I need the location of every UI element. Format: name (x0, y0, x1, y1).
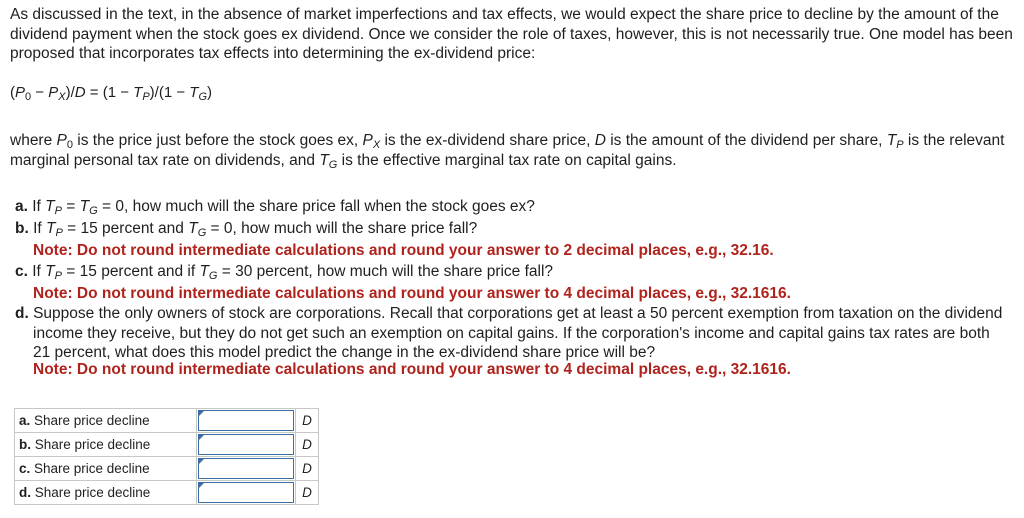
input-marker-icon (198, 482, 205, 489)
question-d-note: Note: Do not round intermediate calculations and round your answer to 4 decimal places, e.g., 32.1616. (33, 361, 791, 378)
formula: $(P_0 - P_X)/D = (1 - T_P)/(1 - T_G)$ (10, 84, 213, 103)
answer-label-b: b. Share price decline (15, 433, 197, 457)
answer-input-a[interactable] (197, 409, 296, 433)
question-a: a. If $T_P = T_G = 0$, how much will the share price fall when the stock goes ex? (15, 198, 535, 217)
answer-row-a (15, 409, 319, 433)
answer-unit-d: D (296, 481, 319, 505)
input-marker-icon (198, 410, 205, 417)
answer-row-b (15, 433, 319, 457)
input-marker-icon (198, 458, 205, 465)
answer-unit-c: D (296, 457, 319, 481)
answer-table (14, 408, 319, 505)
variable-definitions: where $P_0$ is the price just before the stock goes ex, $P_X$ is the ex-dividend share price, D is the amount of the dividend per share, $T_P$ is the relevant marginal personal tax rate on dividends, and $T_G$ is the effective marginal tax rate on capital gains. (10, 132, 1005, 171)
question-c-note: Note: Do not round intermediate calculations and round your answer to 4 decimal places, e.g., 32.1616. (33, 285, 791, 302)
answer-input-box[interactable] (198, 482, 294, 503)
answer-label-c: c. Share price decline (15, 457, 197, 481)
answer-label-a: a. Share price decline (15, 409, 197, 433)
answer-input-box[interactable] (198, 410, 294, 431)
answer-unit-a: D (296, 409, 319, 433)
answer-input-d[interactable] (197, 481, 296, 505)
answer-unit-b: D (296, 433, 319, 457)
answer-input-c[interactable] (197, 457, 296, 481)
input-marker-icon (198, 434, 205, 441)
answer-row-d (15, 481, 319, 505)
answer-input-box[interactable] (198, 458, 294, 479)
question-b: b. If $T_P = 15$ percent and $T_G = 0$, how much will the share price fall? (15, 220, 478, 239)
answer-input-box[interactable] (198, 434, 294, 455)
intro-paragraph: As discussed in the text, in the absence of market imperfections and tax effects, we would expect the share price to decline by the amount of the dividend payment when the stock goes ex dividend. Once we consider the role of taxes, however, this is not necessarily true. One model has been proposed that incorporates tax effects into determining the ex-dividend price: (10, 6, 1013, 62)
answer-label-d: d. Share price decline (15, 481, 197, 505)
answer-input-b[interactable] (197, 433, 296, 457)
question-c: c. If $T_P = 15$ percent and if $T_G = 30$ percent, how much will the share price fall? (15, 263, 554, 282)
question-d: d. Suppose the only owners of stock are corporations. Recall that corporations get at least a 50 percent exemption from taxation on the dividend income they receive, but they do not get such an exemption on capital gains. If the corporation's income and capital gains tax rates are both 21 percent, what does this model predict the change in the ex-dividend share price will be? (15, 305, 1003, 361)
question-b-note: Note: Do not round intermediate calculations and round your answer to 2 decimal places, e.g., 32.16. (33, 242, 774, 259)
answer-row-c (15, 457, 319, 481)
